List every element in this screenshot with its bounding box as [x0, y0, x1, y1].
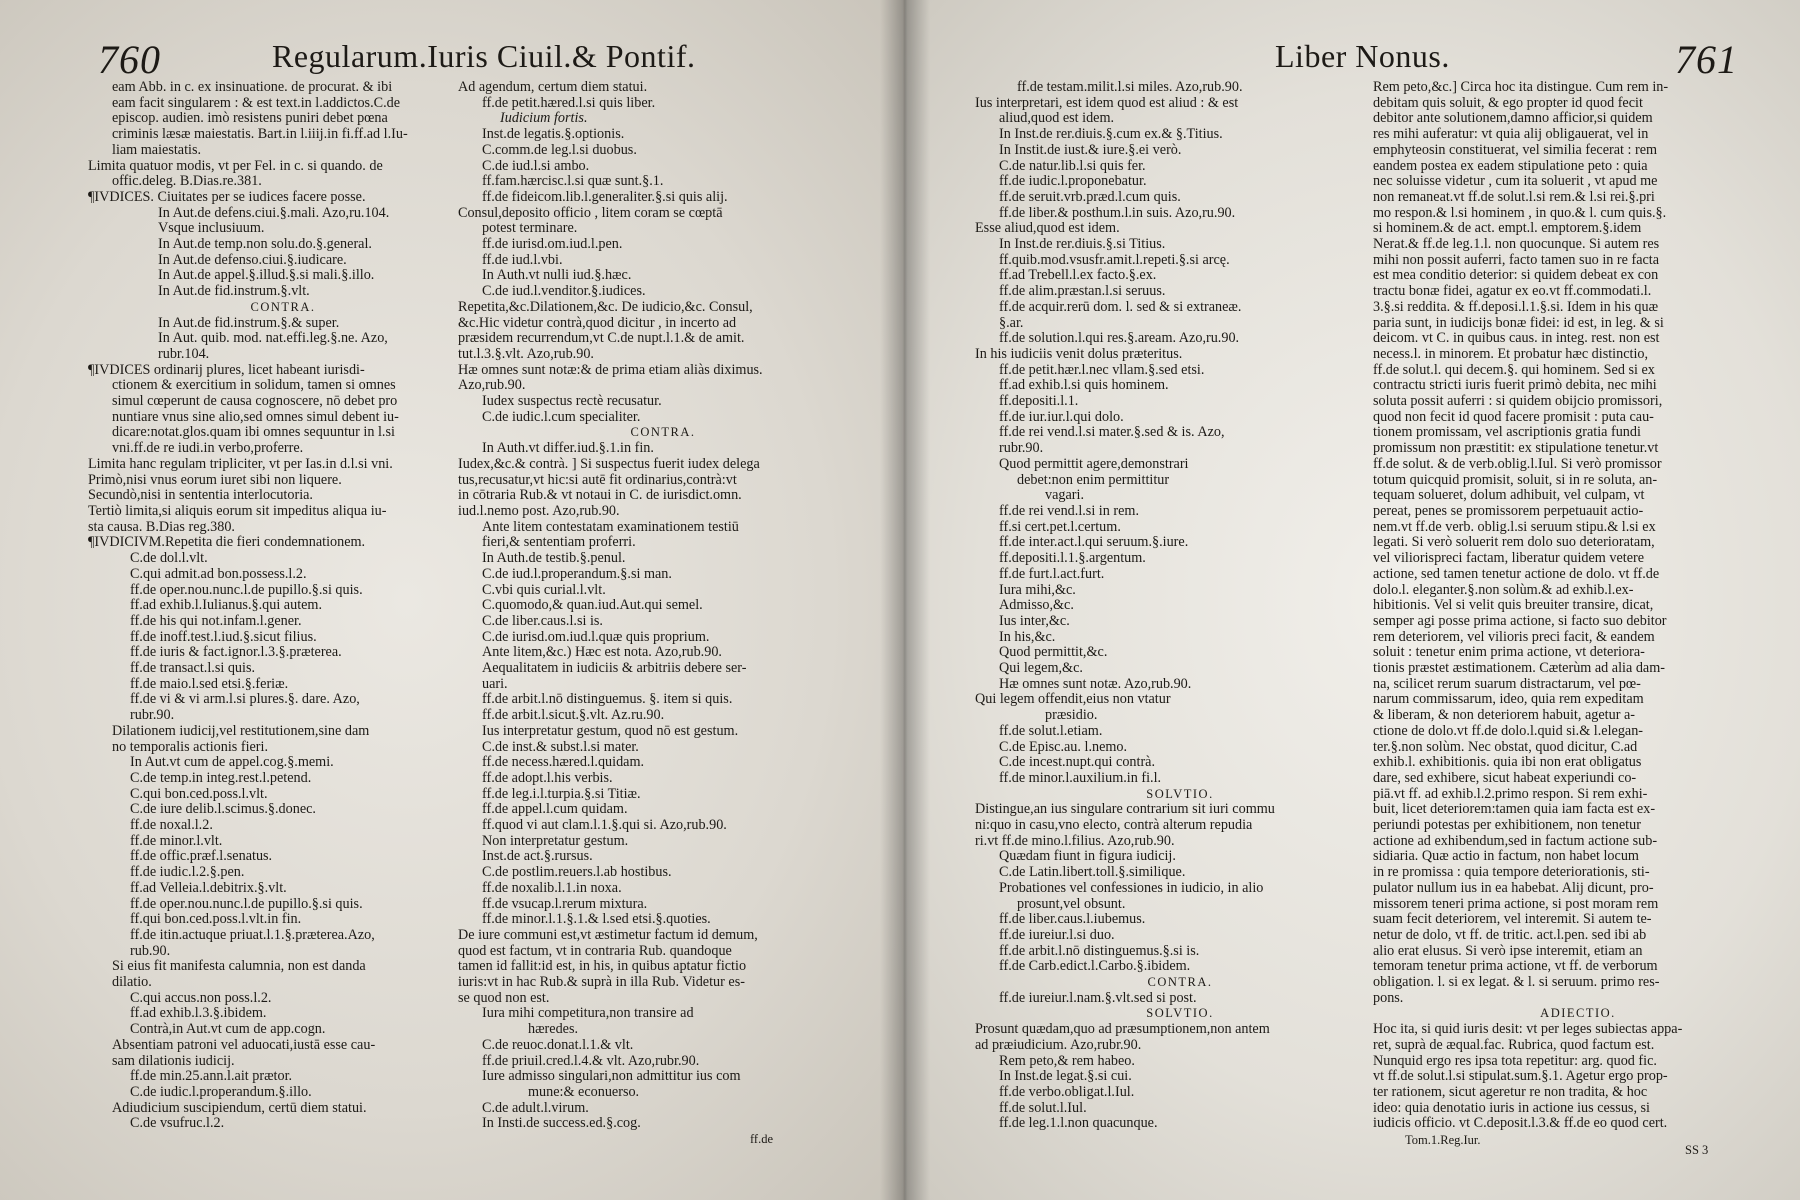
text-line: ff.de noxalib.l.1.in noxa.	[482, 880, 622, 896]
text-line: tus,recusatur,vt hic:si autē fit ordinarius,contrà:vt	[458, 472, 737, 488]
text-line: legati. Si verò soluerit rem dolo suo deterioratam,	[1373, 535, 1655, 551]
text-line: ff.de alim.præstan.l.si seruus.	[999, 284, 1166, 300]
text-line: actione, sed tamen tenetur actione de dolo. vt ff.de	[1373, 566, 1660, 582]
text-line: ff.de itin.actuque priuat.l.1.§.præterea.Azo,	[130, 927, 375, 943]
text-line: ff.de oper.nou.nunc.l.de pupillo.§.si quis.	[130, 896, 363, 912]
text-line: hibitionis. Vel si velit quis breuiter transire, dicat,	[1373, 598, 1654, 614]
text-line: ni:quo in casu,vno electo, contrà alterum repudia	[975, 818, 1253, 834]
text-line: Nunquid ergo res ipsa tota repetitur: arg. quod fic.	[1373, 1053, 1657, 1069]
text-line: ff.de arbit.l.nō distinguemus.§.si is.	[999, 943, 1200, 959]
text-line: Aequalitatem in iudiciis & arbitriis debere ser-	[482, 661, 747, 677]
text-line: Rem peto,&c.] Circa hoc ita distingue. Cum rem in-	[1373, 80, 1669, 95]
text-line: ff.de appel.l.cum quidam.	[482, 802, 628, 818]
text-line: ff.de vi & vi arm.l.si plures.§. dare. Azo,	[130, 692, 360, 708]
text-line: periundi potestas per exhibitionem, non tenetur	[1373, 818, 1641, 834]
text-line: C.de natur.lib.l.si quis fer.	[999, 158, 1146, 174]
text-line: ff.ad Trebell.l.ex facto.§.ex.	[999, 268, 1157, 284]
text-line: ff.de iud.l.vbi.	[482, 252, 563, 268]
text-line: actione ad exhibendum,sed in factum actione sub-	[1373, 833, 1658, 849]
text-line: præsidem recurrendum,vt C.de nupt.l.1.& de amit.	[458, 331, 745, 347]
text-line: Adiudicium suscipiendum, certū diem statui.	[112, 1100, 367, 1116]
text-line: Tertiò limita,si aliquis eorum sit impeditus aliqua iu-	[88, 503, 387, 519]
text-line: sam dilationis iudicij.	[112, 1053, 235, 1069]
text-line: pereat, penes se promissorem perpetuauit actio-	[1373, 503, 1644, 519]
text-line: ff.quod vi aut clam.l.1.§.qui si. Azo,rub.90.	[482, 818, 727, 834]
text-line: Dilationem iudicij,vel restitutionem,sine dam	[112, 723, 370, 739]
text-line: ff.de liber.caus.l.iubemus.	[999, 912, 1146, 928]
text-line: ff.de offic.præf.l.senatus.	[130, 849, 273, 865]
text-line: In Auth.vt nulli iud.§.hæc.	[482, 268, 632, 284]
text-line: nem.vt ff.de verb. oblig.l.si seruum stipu.& l.si ex	[1373, 519, 1656, 535]
text-line: vel viliorispreci factam, liberatur quidem vetere	[1373, 551, 1645, 567]
text-line: Ante litem,&c.) Hæc est nota. Azo,rub.90.	[482, 645, 722, 661]
text-line: missorem teneri prima actione, si post moram rem	[1373, 896, 1659, 912]
text-line: dare, sed exhibere, sicut habeat experiundi co-	[1373, 770, 1637, 786]
text-line: Iure admisso singulari,non admittitur ius com	[482, 1069, 741, 1085]
text-line: pons.	[1373, 990, 1404, 1006]
text-line: C.de adult.l.virum.	[482, 1100, 589, 1116]
text-line: Absentiam patroni vel aduocati,iustā esse cau-	[112, 1037, 376, 1053]
text-line: ff.de solut.l.etiam.	[999, 723, 1103, 739]
text-line: ff.ad exhib.l.3.§.ibidem.	[130, 1006, 267, 1022]
text-line: Iura mihi competitura,non transire ad	[482, 1006, 694, 1022]
text-line: ff.de leg.1.l.non quacunque.	[999, 1116, 1158, 1132]
text-line: eam Abb. in c. ex insinuatione. de procurat. & ibi	[112, 80, 393, 95]
text-line: tequam solueret, dolum adhibuit, vel culpam, vt	[1373, 488, 1645, 504]
text-line: promissum non præstitit: ex stipulatione tenetur.vt	[1373, 441, 1659, 457]
text-line: Secundò,nisi in sententia interlocutoria.	[88, 488, 313, 504]
text-line: ¶IVDICES. Ciuitates per se iudices facere posse.	[88, 189, 366, 205]
sheet-mark: SS 3	[1685, 1143, 1709, 1157]
text-line: in re promissa : quia tempore deteriorationis, sti-	[1373, 865, 1650, 881]
text-line: ff.de min.25.ann.l.ait prætor.	[130, 1069, 293, 1085]
text-line: rubr.90.	[999, 441, 1044, 457]
text-line: C.de iud.l.properandum.§.si man.	[482, 566, 672, 582]
text-line: Quod permittit,&c.	[999, 645, 1108, 661]
text-line: temoram tenetur prima actione, vt ff. de verborum	[1373, 959, 1658, 975]
text-line: offic.deleg. B.Dias.re.381.	[112, 174, 262, 190]
text-line: ter.§.non solùm. Nec obstat, quod dicitur, C.ad	[1373, 739, 1638, 755]
text-line: In Instit.de iust.& iure.§.ei verò.	[999, 142, 1182, 158]
text-line: C.qui bon.ced.poss.l.vlt.	[130, 786, 268, 802]
text-line: tut.l.3.§.vlt. Azo,rub.90.	[458, 346, 594, 362]
text-line: SOLVTIO.	[1146, 1006, 1214, 1021]
text-line: ff.de testam.milit.l.si miles. Azo,rub.90.	[1017, 80, 1243, 95]
text-line: 3.§.si reddita. & ff.deposi.l.1.§.si. Idem in his quæ	[1373, 299, 1659, 315]
text-line: debitor ante solutionem,damno afficior,si quidem	[1373, 111, 1653, 127]
text-line: quod non fecit id quod facere promisit : puta cau-	[1373, 409, 1654, 425]
text-line: nuntiare vnus sine alio,sed omnes simul debent iu-	[112, 409, 399, 425]
text-line: Prosunt quædam,quo ad præsumptionem,non antem	[975, 1022, 1270, 1038]
folio-number-left: 760	[98, 37, 161, 82]
text-line: ff.de rei vend.l.si in rem.	[999, 503, 1139, 519]
text-line: buit, licet deteriorem:tamen quia iam facta est ex-	[1373, 802, 1656, 818]
text-line: In Auth.de testib.§.penul.	[482, 551, 626, 567]
text-line: Admisso,&c.	[999, 598, 1074, 614]
text-line: rem deteriorem, vel vilioris preci facit, & eandem	[1373, 629, 1655, 645]
text-line: ff.de fideicom.lib.l.generaliter.§.si quis alij.	[482, 189, 728, 205]
text-line: tractu bonæ fidei, agatur ex eo.vt ff.commodati.l.	[1373, 284, 1652, 300]
text-line: C.de incest.nupt.qui contrà.	[999, 755, 1156, 771]
text-line: In Aut.de defens.ciui.§.mali. Azo,ru.104.	[158, 205, 390, 221]
text-line: In Aut.de fid.instrum.§.vlt.	[158, 284, 310, 300]
text-line: Probationes vel confessiones in iudicio, in alio	[999, 880, 1264, 896]
text-line: in cōtraria Rub.& vt notaui in C. de iurisdict.omn.	[458, 488, 742, 504]
text-line: Ius interpretatur gestum, quod nō est gestum.	[482, 723, 739, 739]
text-line: ff.depositi.l.1.	[999, 394, 1079, 410]
text-line: tamen id fallit:id est, in his, in quibus aptatur fictio	[458, 959, 747, 975]
text-line: &c.Hic videtur contrà,quod dicitur , in incerto ad	[458, 315, 737, 331]
text-line: In Aut.de temp.non solu.do.§.general.	[158, 237, 372, 253]
text-line: Quædam fiunt in figura iudicij.	[999, 849, 1176, 865]
text-line: Ius interpretari, est idem quod est aliud : & est	[975, 95, 1239, 111]
text-line: C.de Latin.libert.toll.§.similique.	[999, 865, 1186, 881]
left-column-2	[458, 80, 868, 1132]
text-line: ctionem & exercitium in solidum, tamen si omnes	[112, 378, 396, 394]
text-line: C.de iure delib.l.scimus.§.donec.	[130, 802, 316, 818]
text-line: Limita hanc regulam tripliciter, vt per Ias.in d.l.si vni.	[88, 456, 393, 472]
text-line: Ante litem contestatam examinationem testiū	[482, 519, 739, 535]
text-line: ff.de noxal.l.2.	[130, 818, 213, 834]
text-line: CONTRA.	[250, 299, 316, 314]
text-line: In Insti.de success.ed.§.cog.	[482, 1116, 641, 1132]
text-line: ff.si cert.pet.l.certum.	[999, 519, 1121, 535]
text-line: non remaneat.vt ff.de solut.l.si rem.& l.si rei.§.pri	[1373, 189, 1655, 205]
text-line: contractu stricti iuris fuerit primò debita, nec mihi	[1373, 378, 1657, 394]
text-line: quod est factum, vt in contraria Rub. quandoque	[458, 943, 732, 959]
text-line: vt ff.de solut.l.si stipulat.sum.§.1. Agetur ergo prop-	[1373, 1069, 1668, 1085]
text-line: ff.de minor.l.auxilium.in fi.l.	[999, 770, 1162, 786]
text-line: ad præiudicium. Azo,rubr.90.	[975, 1037, 1142, 1053]
text-line: In Inst.de legat.§.si cui.	[999, 1069, 1132, 1085]
text-line: ff.de minor.l.vlt.	[130, 833, 223, 849]
text-line: debitam quis soluit, & ego propter id quod fecit	[1373, 95, 1643, 111]
text-line: In Aut. quib. mod. nat.effi.leg.§.ne. Azo,	[158, 331, 388, 347]
text-line: ideo: quia denotatio iuris in actione ius cessus, si	[1373, 1100, 1651, 1116]
text-line: Limita quatuor modis, vt per Fel. in c. si quando. de	[88, 158, 383, 174]
text-line: C.de liber.caus.l.si is.	[482, 613, 603, 629]
text-line: ff.de his qui not.infam.l.gener.	[130, 613, 302, 629]
text-line: res mihi auferatur: vt quia alij obligauerat, vel in	[1373, 127, 1649, 143]
text-line: deicom. vt C. in quibus caus. in integ. rest. non est	[1373, 331, 1660, 347]
text-line: Consul,deposito officio , litem coram se cœptā	[458, 205, 723, 221]
text-line: In Auth.vt differ.iud.§.1.in fin.	[482, 441, 654, 457]
text-line: Hoc ita, si quid iuris desit: vt per leges subiectas appa-	[1373, 1022, 1683, 1038]
text-line: tionem promissam, vel ascriptionis gratia fundi	[1373, 425, 1641, 441]
text-line: Inst.de act.§.rursus.	[482, 849, 593, 865]
text-line: iuris:vt in hac Rub.& suprà in illa Rub. Videtur es-	[458, 975, 745, 991]
text-line: Contrà,in Aut.vt cum de app.cogn.	[130, 1022, 326, 1038]
text-line: emphyteosin constituerat, vel similia fecerat : rem	[1373, 142, 1658, 158]
right-page	[905, 0, 1800, 1200]
text-line: ff.quib.mod.vsusfr.amit.l.repeti.§.si arcę.	[999, 252, 1230, 268]
text-line: alio erat elusus. Si verò ipse interemit, etiam an	[1373, 943, 1643, 959]
text-line: Iudex suspectus rectè recusatur.	[482, 394, 662, 410]
text-line: C.qui accus.non poss.l.2.	[130, 990, 272, 1006]
running-head-left: Regularum.Iuris Ciuil.& Pontif.	[272, 38, 696, 74]
text-line: ff.de adopt.l.his verbis.	[482, 770, 613, 786]
text-line: ff.de maio.l.sed etsi.§.feriæ.	[130, 676, 289, 692]
text-line: C.vbi quis curial.l.vlt.	[482, 582, 606, 598]
text-line: eam facit singularem : & est text.in l.addictos.C.de	[112, 95, 401, 111]
text-line: sta causa. B.Dias reg.380.	[88, 519, 235, 535]
text-line: debet:non enim permittitur	[1017, 472, 1170, 488]
text-line: §.ar.	[999, 315, 1024, 331]
text-line: C.de vsufruc.l.2.	[130, 1116, 225, 1132]
text-line: Hæ omnes sunt notæ:& de prima etiam aliàs diximus.	[458, 362, 763, 378]
text-line: C.comm.de leg.l.si duobus.	[482, 142, 637, 158]
running-head-right: Liber Nonus.	[1275, 38, 1450, 74]
text-line: C.de temp.in integ.rest.l.petend.	[130, 770, 312, 786]
text-line: ff.de iudic.l.2.§.pen.	[130, 865, 245, 881]
text-line: episcop. audien. imò resistens puniri debet pœna	[112, 111, 388, 127]
text-line: no temporalis actionis fieri.	[112, 739, 269, 755]
text-line: CONTRA.	[630, 425, 696, 440]
text-line: C.de Episc.au. l.nemo.	[999, 739, 1128, 755]
text-line: ff.de iurisd.om.iud.l.pen.	[482, 237, 623, 253]
text-line: mune:& econuerso.	[528, 1085, 640, 1100]
text-line: præsidio.	[1045, 708, 1098, 724]
text-line: soluta possit auferri : si quidem obijcio promissori,	[1373, 394, 1663, 410]
text-line: hæredes.	[528, 1022, 579, 1038]
text-line: si hominem.& de act. empt.l. emptorem.§.idem	[1373, 221, 1642, 237]
text-line: mihi non possit auferri, facto tamen suo in re facta	[1373, 252, 1660, 268]
text-line: Qui legem,&c.	[999, 661, 1083, 677]
text-line: rubr.104.	[158, 346, 210, 362]
text-line: dolo.l. eleganter.§.non solùm.& ad exhib.l.ex-	[1373, 582, 1634, 598]
text-line: Iura mihi,&c.	[999, 582, 1076, 598]
text-line: iud.l.nemo post. Azo,rub.90.	[458, 503, 620, 519]
text-line: C.de postlim.reuers.l.ab hostibus.	[482, 865, 672, 881]
text-line: Vsque inclusiuum.	[158, 221, 265, 237]
text-line: iudicis officio. vt C.deposit.l.3.& ff.de eo quod cert.	[1373, 1116, 1668, 1132]
text-line: ff.de vsucap.l.rerum mixtura.	[482, 896, 648, 912]
text-line: prosunt,vel obsunt.	[1017, 896, 1126, 912]
text-line: ff.de iudic.l.proponebatur.	[999, 174, 1147, 190]
text-line: C.qui admit.ad bon.possess.l.2.	[130, 566, 307, 582]
text-line: ter rationem, sicut ageretur re non tradita, & hoc	[1373, 1085, 1648, 1100]
text-line: Qui legem offendit,eius non vtatur	[975, 692, 1171, 708]
catchword: ff.de	[750, 1132, 774, 1146]
text-line: exhib.l. exhibitionis. quia ibi non erat obligatus	[1373, 755, 1642, 771]
text-line: C.de inst.& subst.l.si mater.	[482, 739, 639, 755]
text-line: In Inst.de rer.diuis.§.cum ex.& §.Titius.	[999, 127, 1223, 143]
text-line: Ius inter,&c.	[999, 613, 1070, 629]
text-line: na, scilicet rerum suarum distractarum, vel pœ-	[1373, 676, 1641, 692]
text-line: Iudex,&c.& contrà. ] Si suspectus fuerit iudex delega	[458, 456, 760, 472]
text-line: pulator nullum ius in ea habebat. Alij dicunt, pro-	[1373, 880, 1654, 896]
text-line: C.de reuoc.donat.l.1.& vlt.	[482, 1037, 634, 1053]
text-line: C.de iurisd.om.iud.l.quæ quis proprium.	[482, 629, 710, 645]
text-line: simul cœperunt de causa cognoscere, nō debet pro	[112, 394, 398, 410]
text-line: ff.de leg.i.l.turpia.§.si Titiæ.	[482, 786, 641, 802]
signature-line: Tom.1.Reg.Iur.	[1405, 1133, 1481, 1147]
text-line: ri.vt ff.de mino.l.filius. Azo,rub.90.	[975, 833, 1175, 849]
text-line: ff.de arbit.l.nō distinguemus. §. item si quis.	[482, 692, 733, 708]
text-line: Esse aliud,quod est idem.	[975, 221, 1120, 237]
text-line: sidiaria. Quæ actio in factum, non habet locum	[1373, 849, 1639, 865]
text-line: ret, suprà de æqual.fac. Rubrica, quod factum est.	[1373, 1037, 1655, 1053]
text-line: ff.de solut.l.Iul.	[999, 1100, 1087, 1116]
text-line: est mea conditio deterior: si quidem debeat ex con	[1373, 268, 1659, 284]
text-line: ff.de iuris & fact.ignor.l.3.§.præterea.	[130, 645, 342, 661]
text-line: dicare:notat.glos.quam ibi omnes sequuntur in l.si	[112, 425, 395, 441]
text-line: C.de iudic.l.properandum.§.illo.	[130, 1085, 312, 1100]
text-line: mo respon.& l.si hominem , in quo.& l. cum quis.§.	[1373, 205, 1667, 221]
text-line: Azo,rub.90.	[458, 378, 526, 394]
text-line: Primò,nisi vnus eorum iuret sibi non liquere.	[88, 472, 342, 488]
text-line: In his,&c.	[999, 629, 1056, 645]
text-line: paria sunt, in iudicijs bonæ fidei: id est, in leg. & si	[1373, 315, 1664, 331]
text-line: Ad agendum, certum diem statui.	[458, 80, 648, 95]
text-line: Hæ omnes sunt notæ. Azo,rub.90.	[999, 676, 1192, 692]
text-line: In Inst.de rer.diuis.§.si Titius.	[999, 237, 1166, 253]
text-line: ff.de iur.iur.l.qui dolo.	[999, 409, 1124, 425]
text-line: In his iudiciis venit dolus præteritus.	[975, 346, 1183, 362]
text-line: ff.de acquir.rerū dom. l. sed & si extraneæ.	[999, 299, 1242, 315]
left-column-1	[88, 80, 478, 1132]
text-line: ff.de solut.l. qui decem.§. qui hominem. Sed si ex	[1373, 362, 1655, 378]
text-line: ff.de petit.hær.l.nec vllam.§.sed etsi.	[999, 362, 1205, 378]
text-line: ff.de rei vend.l.si mater.§.sed & is. Azo,	[999, 425, 1225, 441]
text-line: ff.de arbit.l.sicut.§.vlt. Az.ru.90.	[482, 708, 665, 724]
text-line: C.de dol.l.vlt.	[130, 551, 208, 567]
text-line: criminis læsæ maiestatis. Bart.in l.iiij.in fi.ff.ad l.Iu-	[112, 127, 408, 143]
text-line: Non interpretatur gestum.	[482, 833, 629, 849]
text-line: Repetita,&c.Dilationem,&c. De iudicio,&c. Consul,	[458, 299, 753, 315]
text-line: SOLVTIO.	[1146, 786, 1214, 801]
right-column-1	[975, 80, 1385, 1132]
text-line: Distingue,an ius singulare contrarium sit iuri commu	[975, 802, 1275, 818]
text-line: netur de dolo, vt ff. de tritic. act.l.pen. sed ibi ab	[1373, 927, 1647, 943]
text-line: ff.de necess.hæred.l.quidam.	[482, 755, 645, 771]
text-line: ff.ad Velleia.l.debitrix.§.vlt.	[130, 880, 287, 896]
text-line: nec soluisse videtur , cum ita soluerit , vt apud me	[1373, 174, 1658, 190]
text-line: ff.qui bon.ced.poss.l.vlt.in fin.	[130, 912, 302, 928]
text-line: In Aut.de fid.instrum.§.& super.	[158, 315, 340, 331]
text-line: ff.de Carb.edict.l.Carbo.§.ibidem.	[999, 959, 1191, 975]
text-line: ff.de oper.nou.nunc.l.de pupillo.§.si quis.	[130, 582, 363, 598]
text-line: ¶IVDICES ordinarij plures, licet habeant iurisdi-	[88, 362, 365, 378]
text-line: liam maiestatis.	[112, 142, 202, 158]
text-line: potest terminare.	[482, 221, 578, 237]
text-line: In Aut.de defenso.ciui.§.iudicare.	[158, 252, 347, 268]
text-line: vni.ff.de re iudi.in verbo,proferre.	[112, 441, 304, 457]
text-line: totum quicquid promisit, soluit, si in re soluta, an-	[1373, 472, 1658, 488]
book-gutter	[880, 0, 930, 1200]
right-column-2	[1373, 80, 1783, 1132]
text-line: dilatio.	[112, 975, 152, 991]
text-line: ff.depositi.l.1.§.argentum.	[999, 551, 1146, 567]
text-line: ff.de inoff.test.l.iud.§.sicut filius.	[130, 629, 317, 645]
text-line: ff.de inter.act.l.qui seruum.§.iure.	[999, 535, 1189, 551]
text-line: Si eius fit manifesta calumnia, non est danda	[112, 959, 366, 975]
text-line: vagari.	[1045, 488, 1084, 504]
text-line: & liberam, & non deteriorem habuit, agetur a-	[1373, 708, 1635, 724]
text-line: necess.l. in minorem. Et probatur hæc distinctio,	[1373, 346, 1649, 362]
text-line: aliud,quod est idem.	[999, 111, 1115, 127]
text-line: ff.de liber.& posthum.l.in suis. Azo,ru.90.	[999, 205, 1236, 221]
text-line: Inst.de legatis.§.optionis.	[482, 127, 625, 143]
text-line: ff.de verbo.obligat.l.Iul.	[999, 1085, 1135, 1100]
text-line: uari.	[482, 676, 508, 692]
text-line: ff.de iureiur.l.si duo.	[999, 927, 1115, 943]
text-line: narum commissarum, ideo, quia rem expeditam	[1373, 692, 1644, 708]
folio-number-right: 761	[1675, 37, 1738, 82]
text-line: Quod permittit agere,demonstrari	[999, 456, 1189, 472]
text-line: ff.ad exhib.l.Iulianus.§.qui autem.	[130, 598, 323, 614]
text-line: suam fecit deteriorem, vel interemit. Si autem te-	[1373, 912, 1652, 928]
text-line: ff.de minor.l.1.§.1.& l.sed etsi.§.quoties.	[482, 912, 711, 928]
text-line: In Aut.de appel.§.illud.§.si mali.§.illo.	[158, 268, 375, 284]
text-line: soluit : tenetur enim prima actione, vt deteriora-	[1373, 645, 1645, 661]
text-line: De iure communi est,vt æstimetur factum id demum,	[458, 927, 758, 943]
text-line: ff.de transact.l.si quis.	[130, 661, 256, 677]
text-line: ff.de priuil.cred.l.4.& vlt. Azo,rubr.90.	[482, 1053, 700, 1069]
text-line: rubr.90.	[130, 708, 175, 724]
text-line: rub.90.	[130, 943, 171, 959]
text-line: eandem postea ex eadem stipulatione peto : quia	[1373, 158, 1648, 174]
text-line: ff.de seruit.vrb.præd.l.cum quis.	[999, 189, 1181, 205]
text-line: ff.fam.hærcisc.l.si quæ sunt.§.1.	[482, 174, 664, 190]
text-line: semper agi posse prima actione, si facto suo debitor	[1373, 613, 1667, 629]
text-line: ff.de solut. & de verb.oblig.l.Iul. Si verò promissor	[1373, 456, 1662, 472]
text-line: fieri,& sententiam proferri.	[482, 535, 636, 551]
text-line: tionis præstet æstimationem. Cæterùm ad alia dam-	[1373, 661, 1665, 677]
text-line: CONTRA.	[1147, 975, 1213, 990]
text-line: Nerat.& ff.de leg.1.l. non quocunque. Si autem res	[1373, 237, 1660, 253]
text-line: In Aut.vt cum de appel.cog.§.memi.	[130, 755, 334, 771]
text-line: piā.vt ff. ad exhib.l.2.primo respon. Si rem exhi-	[1373, 786, 1648, 802]
text-line: ff.ad exhib.l.si quis hominem.	[999, 378, 1169, 394]
text-line: Iudicium fortis.	[500, 111, 588, 127]
text-line: ff.de solution.l.qui res.§.aream. Azo,ru.90.	[999, 331, 1240, 347]
text-line: ff.de iureiur.l.nam.§.vlt.sed si post.	[999, 990, 1197, 1006]
text-line: ADIECTIO.	[1540, 1006, 1616, 1021]
text-line: C.quomodo,& quan.iud.Aut.qui semel.	[482, 598, 703, 614]
text-line: Rem peto,& rem habeo.	[999, 1053, 1135, 1069]
text-line: C.de iud.l.venditor.§.iudices.	[482, 284, 646, 300]
text-line: C.de iud.l.si ambo.	[482, 158, 590, 174]
text-line: obligation. l. si ex legat. & l. si seruum. primo res-	[1373, 975, 1660, 991]
text-line: ff.de furt.l.act.furt.	[999, 566, 1105, 582]
text-line: ff.de petit.hæred.l.si quis liber.	[482, 95, 656, 111]
text-line: C.de iudic.l.cum specialiter.	[482, 409, 641, 425]
text-line: se quod non est.	[458, 990, 550, 1006]
text-line: ¶IVDICIVM.Repetita die fieri condemnationem.	[88, 535, 366, 551]
text-line: ctione de dolo.vt ff.de dolo.l.quid si.& l.elegan-	[1373, 723, 1644, 739]
